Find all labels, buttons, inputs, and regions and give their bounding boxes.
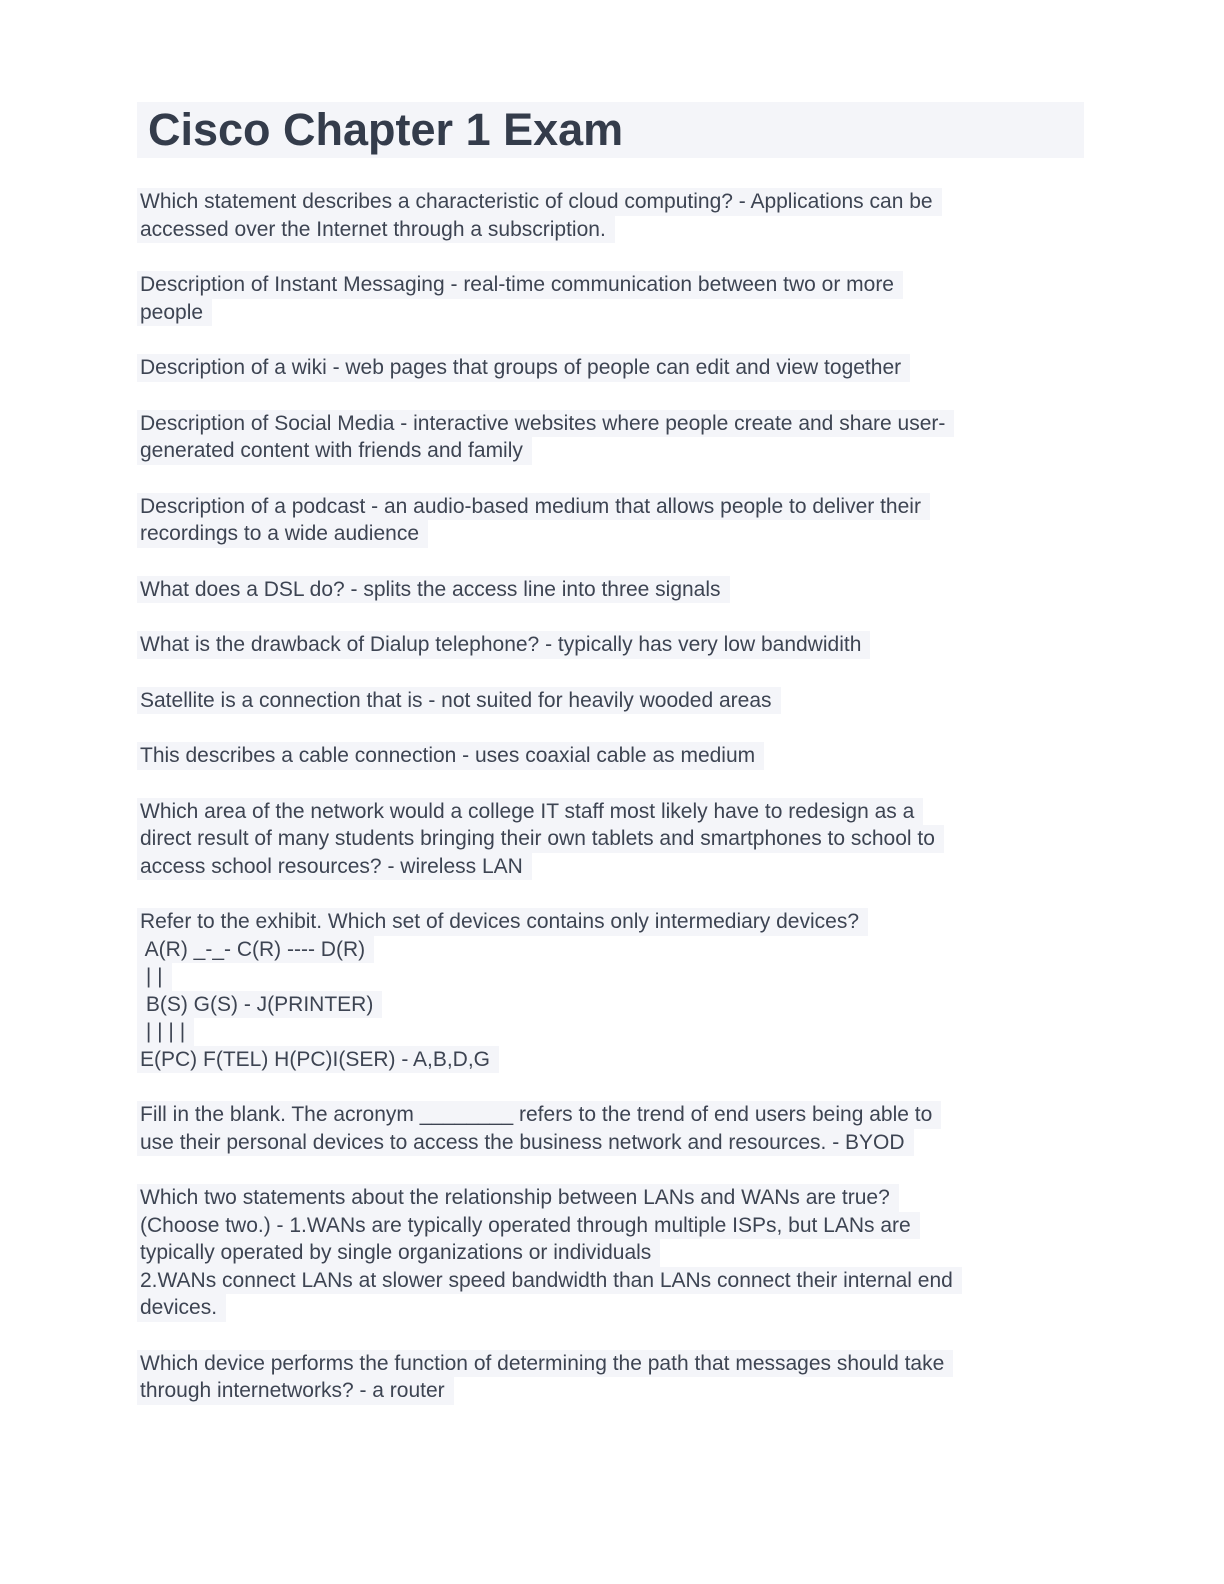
text-line-highlight: 2.WANs connect LANs at slower speed bandwidth than LANs connect their internal end <box>137 1267 962 1295</box>
question-answer-paragraph <box>140 1350 1224 1405</box>
text-line-highlight: What is the drawback of Dialup telephone? - typically has very low bandwidith <box>137 631 870 659</box>
question-answer-paragraph <box>140 798 1224 881</box>
text-line-highlight: people <box>137 299 212 327</box>
text-line-highlight: This describes a cable connection - uses coaxial cable as medium <box>137 742 764 770</box>
text-line-highlight: Refer to the exhibit. Which set of devices contains only intermediary devices? <box>137 908 868 936</box>
text-line-highlight: Which statement describes a characteristic of cloud computing? - Applications can be <box>137 188 942 216</box>
question-answer-paragraph <box>140 1101 1224 1156</box>
text-line-highlight: generated content with friends and family <box>137 437 532 465</box>
exhibit-question-paragraph <box>140 908 1224 1073</box>
text-line-highlight: typically operated by single organizations or individuals <box>137 1239 660 1267</box>
text-line-highlight: accessed over the Internet through a subscription. <box>137 216 615 244</box>
text-line-highlight: access school resources? - wireless LAN <box>137 853 532 881</box>
question-answer-paragraph <box>140 631 1224 659</box>
text-line-highlight: Description of Instant Messaging - real-time communication between two or more <box>137 271 903 299</box>
question-answer-paragraph <box>140 742 1224 770</box>
text-line-highlight: Which area of the network would a college IT staff most likely have to redesign as a <box>137 798 923 826</box>
document-title: Cisco Chapter 1 Exam <box>137 102 1084 158</box>
text-line-highlight: Fill in the blank. The acronym ________ refers to the trend of end users being able to <box>137 1101 941 1129</box>
text-line-highlight: through internetworks? - a router <box>137 1377 454 1405</box>
question-answer-paragraph <box>140 354 1224 382</box>
exhibit-ascii-line: B(S) G(S) - J(PRINTER) <box>137 991 382 1019</box>
text-line-highlight: What does a DSL do? - splits the access line into three signals <box>137 576 730 604</box>
question-answer-paragraph <box>140 188 1224 243</box>
question-answer-paragraph <box>140 410 1224 465</box>
text-line-highlight: Which two statements about the relationship between LANs and WANs are true? <box>137 1184 899 1212</box>
text-line-highlight: devices. <box>137 1294 226 1322</box>
exhibit-ascii-line: A(R) _-_- C(R) ---- D(R) <box>137 936 374 964</box>
text-line-highlight: recordings to a wide audience <box>137 520 428 548</box>
text-line-highlight: direct result of many students bringing their own tablets and smartphones to school to <box>137 825 944 853</box>
text-line-highlight: Description of Social Media - interactive websites where people create and share user- <box>137 410 954 438</box>
text-line-highlight: (Choose two.) - 1.WANs are typically operated through multiple ISPs, but LANs are <box>137 1212 920 1240</box>
exhibit-ascii-line: | | | | <box>137 1018 194 1046</box>
text-line-highlight: Which device performs the function of determining the path that messages should take <box>137 1350 953 1378</box>
question-answer-paragraph <box>140 1184 1224 1322</box>
text-line-highlight: Description of a podcast - an audio-based medium that allows people to deliver their <box>137 493 930 521</box>
text-line-highlight: Description of a wiki - web pages that groups of people can edit and view together <box>137 354 910 382</box>
question-answer-paragraph <box>140 493 1224 548</box>
question-answer-paragraph <box>140 271 1224 326</box>
question-answer-paragraph <box>140 576 1224 604</box>
question-answer-paragraph <box>140 687 1224 715</box>
text-line-highlight: use their personal devices to access the business network and resources. - BYOD <box>137 1129 914 1157</box>
text-line-highlight: Satellite is a connection that is - not suited for heavily wooded areas <box>137 687 781 715</box>
exhibit-ascii-line: | | <box>137 963 172 991</box>
exhibit-ascii-line: E(PC) F(TEL) H(PC)I(SER) - A,B,D,G <box>137 1046 499 1074</box>
